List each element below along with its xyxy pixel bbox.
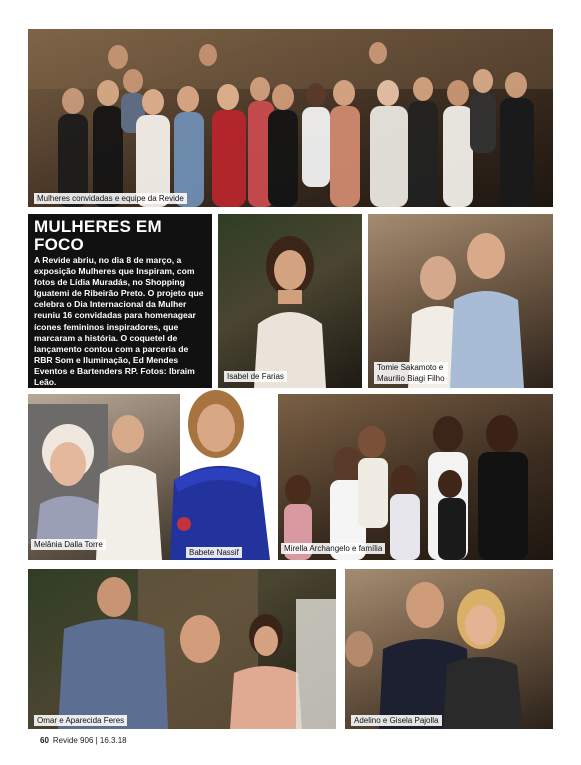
photo-melania: [28, 394, 180, 560]
issue-info: Revide 906 | 16.3.18: [52, 736, 127, 745]
feature-title: MULHERES EM FOCO: [34, 217, 162, 254]
photo-isabel-caption: Isabel de Farias: [224, 371, 287, 382]
photo-babete-caption: Babete Nassif: [186, 547, 242, 558]
photo-omar-people: [28, 569, 336, 729]
photo-isabel: [218, 214, 362, 388]
photo-babete: [164, 384, 274, 560]
feature-body: A Revide abriu, no dia 8 de março, a exposição Mulheres que Inspiram, com fotos de Lídia Muradás, no Shopping Iguatemi de Ribeirão Preto. O projeto que celebra o Dia Internacional da Mulher reuniu 16 convidadas para homenagear ícones femininos inspiradores, que marcaram a história. O coquetel de lançamento contou com a parceria de RBR Som e Iluminação, Ed Mendes Eventos e Bartenders RP. Fotos: Ibraim Leão.: [34, 255, 204, 388]
photo-melania-people: [28, 394, 180, 560]
page-folio: [40, 736, 127, 745]
photo-melania-caption: Melânia Dalla Torre: [31, 539, 106, 550]
group-photo: [28, 29, 553, 207]
photo-adelino-caption: Adelino e Gisela Pajolla: [351, 715, 442, 726]
photo-adelino: [345, 569, 553, 729]
feature-box: [28, 214, 212, 388]
photo-adelino-people: [345, 569, 553, 729]
group-photo-people: [28, 29, 553, 207]
photo-mirella-caption: Mirella Archangelo e família: [281, 543, 385, 554]
photo-tomie: [368, 214, 553, 388]
photo-omar: [28, 569, 336, 729]
photo-mirella: [278, 394, 553, 560]
group-photo-caption: Mulheres convidadas e equipe da Revide: [34, 193, 187, 204]
photo-mirella-people: [278, 394, 553, 560]
photo-isabel-person: [218, 214, 362, 388]
page-number: 60: [40, 736, 49, 745]
photo-tomie-caption: Tomie Sakamoto e Maurilio Biagi Filho: [374, 362, 448, 384]
photo-omar-caption: Omar e Aparecida Feres: [34, 715, 127, 726]
